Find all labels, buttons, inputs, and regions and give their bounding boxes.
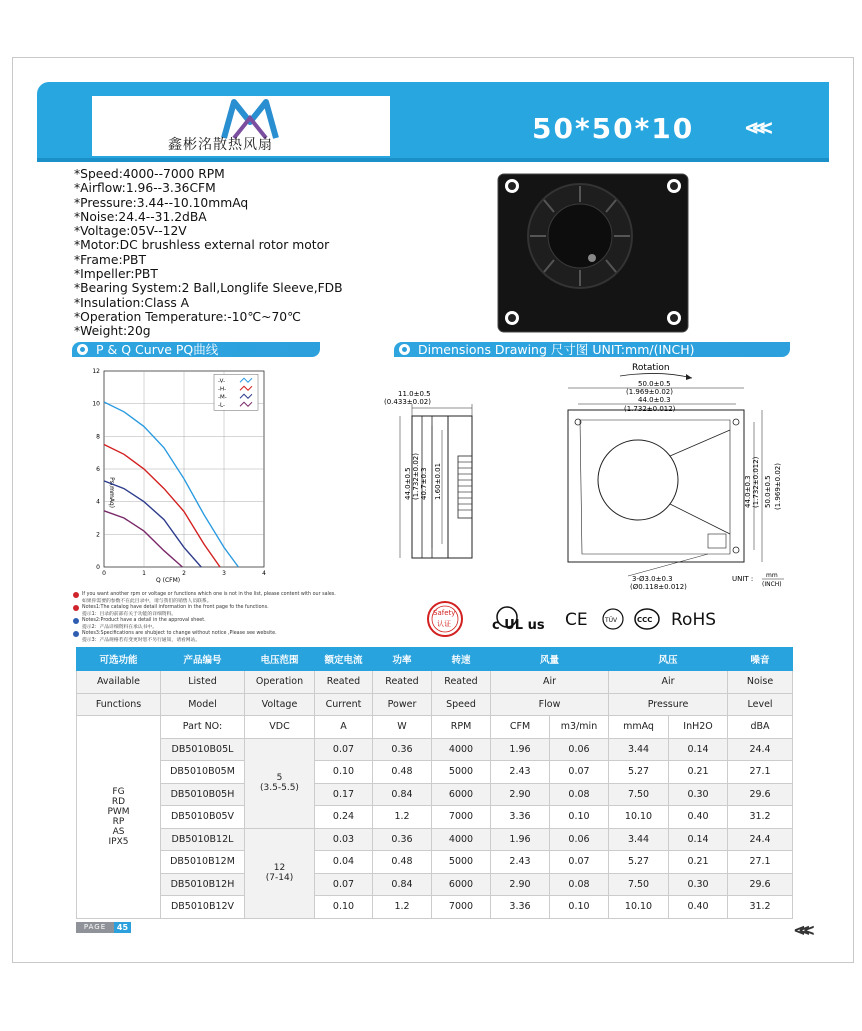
value-cell: 6000 (432, 873, 491, 896)
y-tick-label: 8 (96, 433, 100, 441)
unit-cell: A (315, 716, 373, 739)
value-cell: 0.07 (550, 761, 609, 784)
value-cell: 0.30 (669, 873, 728, 896)
header-cell: Voltage (245, 693, 315, 716)
value-cell: 0.84 (373, 873, 432, 896)
safety-cn-label: 认证 (437, 620, 451, 628)
unit-cell: Part NO: (161, 716, 245, 739)
unit-cell: dBA (728, 716, 793, 739)
value-cell: 0.10 (315, 761, 373, 784)
unit-bottom-label: (INCH) (762, 581, 782, 588)
header-cell: Listed (161, 671, 245, 694)
legend-label: -L- (218, 402, 225, 409)
x-tick-label: 2 (182, 570, 186, 577)
spec-line: *Pressure:3.44--10.10mmAq (74, 195, 249, 210)
value-cell: 0.08 (550, 873, 609, 896)
function-item: FG (112, 786, 125, 797)
bullet-icon (73, 605, 79, 611)
page-label: PAGE (76, 922, 114, 933)
voltage-value: (7-14) (265, 873, 294, 883)
hole-in-label: (Ø0.118±0.012) (630, 583, 687, 591)
value-cell: 0.24 (315, 806, 373, 829)
note-item: 提示2：产品详细资料在承认书中。 (82, 624, 158, 630)
hole-label: 3-Ø3.0±0.3 (632, 575, 673, 583)
page-tag (76, 922, 130, 933)
value-cell: 1.2 (373, 806, 432, 829)
rohs-cert-icon: RoHS (671, 610, 717, 630)
value-cell: 0.40 (669, 806, 728, 829)
value-cell: 24.4 (728, 738, 793, 761)
header-cell: Reated (315, 671, 373, 694)
x-tick-label: 3 (222, 570, 226, 577)
note-item: Notes1:The catalog have detail information in the front page fo the functions. (73, 605, 373, 612)
value-cell: 29.6 (728, 783, 793, 806)
value-cell: 0.06 (550, 828, 609, 851)
unit-cell: VDC (245, 716, 315, 739)
ce-cert-icon: CE (565, 610, 588, 630)
fan-photo (496, 172, 692, 336)
model-cell: DB5010B05V (161, 806, 245, 829)
spec-line: *Operation Temperature:-10℃~70℃ (74, 309, 301, 324)
model-cell: DB5010B12H (161, 873, 245, 896)
value-cell: 0.14 (669, 738, 728, 761)
chevron-decor-icon: <<< (745, 116, 767, 141)
function-item: AS (112, 826, 125, 837)
value-cell: 5000 (432, 851, 491, 874)
table-row (77, 761, 793, 784)
voltage-value: (3.5-5.5) (260, 783, 299, 793)
value-cell: 29.6 (728, 873, 793, 896)
value-cell: 27.1 (728, 851, 793, 874)
front-w1-label: 50.0±0.5 (638, 380, 671, 388)
model-cell: DB5010B05M (161, 761, 245, 784)
spec-line: *Voltage:05V--12V (74, 224, 187, 239)
front-w1-in-label: (1.969±0.02) (626, 388, 673, 396)
value-cell: 5000 (432, 761, 491, 784)
voltage-cell (245, 738, 315, 828)
value-cell: 0.14 (669, 828, 728, 851)
value-cell: 2.43 (491, 761, 550, 784)
value-cell: 0.48 (373, 851, 432, 874)
pq-section-bar (72, 342, 320, 357)
value-cell: 7000 (432, 806, 491, 829)
table-header-row (77, 648, 793, 671)
pq-curve-chart (84, 363, 284, 588)
header-cell: 风压 (609, 648, 728, 671)
value-cell: 0.03 (315, 828, 373, 851)
voltage-value: 12 (273, 863, 286, 873)
header-cell: Noise (728, 671, 793, 694)
spec-line: *Frame:PBT (74, 252, 146, 267)
spec-line: *Speed:4000--7000 RPM (74, 167, 225, 181)
table-row (77, 828, 793, 851)
value-cell: 4000 (432, 738, 491, 761)
y-tick-label: 6 (96, 466, 100, 473)
spec-line: *Noise:24.4--31.2dBA (74, 209, 207, 224)
table-row (77, 783, 793, 806)
spec-line: *Insulation:Class A (74, 295, 190, 310)
ul-cert-icon (492, 607, 545, 633)
model-cell: DB5010B05H (161, 783, 245, 806)
header-cell: Air (491, 671, 609, 694)
x-axis-label: Q (CFM) (156, 577, 181, 584)
unit-cell: InH2O (669, 716, 728, 739)
model-cell: DB5010B05L (161, 738, 245, 761)
header-cell: 电压范围 (245, 648, 315, 671)
value-cell: 0.36 (373, 828, 432, 851)
note-item: 提示1：目录的前部有关于功能的详细资料。 (82, 611, 177, 617)
spec-table (76, 647, 793, 919)
value-cell: 7000 (432, 896, 491, 919)
x-tick-label: 4 (262, 570, 266, 577)
radiation-icon (77, 344, 88, 355)
function-item: RP (112, 816, 125, 827)
table-row (77, 896, 793, 919)
spec-line: *Weight:20g (74, 324, 151, 339)
value-cell: 7.50 (609, 783, 669, 806)
value-cell: 0.21 (669, 761, 728, 784)
bullet-icon (73, 592, 79, 598)
side-h4-label: 1.60±0.01 (434, 462, 442, 500)
function-item: RD (111, 796, 126, 807)
value-cell: 3.36 (491, 806, 550, 829)
bullet-icon (73, 618, 79, 624)
header-cell: Power (373, 693, 432, 716)
header-cell: Level (728, 693, 793, 716)
unit-cell: m3/min (550, 716, 609, 739)
header-cell: Reated (373, 671, 432, 694)
model-cell: DB5010B12L (161, 828, 245, 851)
value-cell: 24.4 (728, 828, 793, 851)
spec-line: *Impeller:PBT (74, 267, 158, 282)
value-cell: 3.44 (609, 828, 669, 851)
table-row (77, 851, 793, 874)
function-item: IPX5 (108, 836, 129, 847)
value-cell: 27.1 (728, 761, 793, 784)
value-cell: 0.21 (669, 851, 728, 874)
dim-section-bar (394, 342, 790, 357)
y-tick-label: 2 (96, 531, 100, 539)
note-item: 提示3：产品规格若有变更时恕不另行通知，请看网站。 (82, 637, 201, 643)
rotation-label: Rotation (632, 363, 670, 373)
header-cell: 产品编号 (161, 648, 245, 671)
unit-cell: CFM (491, 716, 550, 739)
y-tick-label: 4 (96, 498, 100, 506)
front-w2-label: 44.0±0.3 (638, 396, 671, 404)
value-cell: 5.27 (609, 851, 669, 874)
side-h1-label: 44.0±0.5 (404, 467, 412, 500)
value-cell: 0.10 (550, 806, 609, 829)
value-cell: 1.96 (491, 828, 550, 851)
header-cell: Pressure (609, 693, 728, 716)
value-cell: 0.17 (315, 783, 373, 806)
side-h3-label: 40.7±0.3 (420, 467, 428, 500)
note-item: Notes2:Product have a detail in the approval sheet. (73, 618, 373, 625)
unit-cell: W (373, 716, 432, 739)
value-cell: 0.84 (373, 783, 432, 806)
front-h4-label: (1.969±0.02) (774, 463, 782, 510)
note-item: If you want another rpm or voltage or functions which one is not in the list, please content with our sales. (73, 592, 373, 599)
unit-label: UNIT : (732, 575, 754, 583)
front-view (568, 410, 744, 562)
header-cell: Functions (77, 693, 161, 716)
unit-top-label: mm (766, 572, 778, 579)
unit-cell: RPM (432, 716, 491, 739)
front-h1-label: 44.0±0.3 (744, 475, 752, 508)
model-size-title: 50*50*10 (532, 112, 695, 145)
side-width-label: 11.0±0.5 (398, 390, 431, 398)
header-cell: Air (609, 671, 728, 694)
y-tick-label: 0 (96, 564, 100, 571)
header-cell: Available (77, 671, 161, 694)
unit-cell: mmAq (609, 716, 669, 739)
x-tick-label: 1 (142, 570, 146, 577)
company-name: 鑫彬洺散热风扇 (168, 137, 273, 153)
header-cell: Reated (432, 671, 491, 694)
value-cell: 0.07 (315, 738, 373, 761)
spec-list (74, 167, 494, 339)
safety-label: Safety (433, 609, 456, 617)
front-w2-in-label: (1.732±0.012) (624, 405, 676, 413)
spec-line: *Airflow:1.96--3.36CFM (74, 181, 216, 196)
pq-section-title: P & Q Curve PQ曲线 (96, 342, 219, 357)
notes-block (73, 592, 373, 644)
voltage-value: 5 (276, 773, 283, 783)
value-cell: 0.08 (550, 783, 609, 806)
value-cell: 3.44 (609, 738, 669, 761)
tuv-label: TÜV (605, 617, 618, 624)
y-tick-label: 10 (92, 400, 100, 408)
value-cell: 7.50 (609, 873, 669, 896)
header-cell: 风量 (491, 648, 609, 671)
front-h3-label: 50.0±0.5 (764, 475, 772, 508)
units-row (77, 716, 793, 739)
value-cell: 10.10 (609, 896, 669, 919)
voltage-cell (245, 828, 315, 918)
y-tick-label: 12 (92, 368, 100, 375)
value-cell: 0.07 (315, 873, 373, 896)
value-cell: 5.27 (609, 761, 669, 784)
header-cell: 转速 (432, 648, 491, 671)
functions-cell (77, 716, 161, 919)
value-cell: 0.04 (315, 851, 373, 874)
value-cell: 4000 (432, 828, 491, 851)
spec-line: *Bearing System:2 Ball,Longlife Sleeve,FDB (74, 281, 343, 296)
table-row (77, 873, 793, 896)
side-h2-label: (1.732±0.02) (412, 453, 420, 500)
value-cell: 6000 (432, 783, 491, 806)
value-cell: 0.10 (550, 896, 609, 919)
value-cell: 0.30 (669, 783, 728, 806)
value-cell: 0.36 (373, 738, 432, 761)
header-cell: 可选功能 (77, 648, 161, 671)
header-cell: 额定电流 (315, 648, 373, 671)
note-item: Notes3:Specifications are shubject to change without notice ,Please see website. (73, 631, 373, 638)
header-cell: 功率 (373, 648, 432, 671)
dim-section-title: Dimensions Drawing 尺寸图 UNIT:mm/(INCH) (418, 342, 695, 357)
value-cell: 2.90 (491, 783, 550, 806)
model-cell: DB5010B12M (161, 851, 245, 874)
legend-label: -M- (218, 394, 227, 401)
header-cell: Operation (245, 671, 315, 694)
function-item: PWM (107, 806, 130, 817)
bullet-icon (73, 631, 79, 637)
value-cell: 0.10 (315, 896, 373, 919)
table-header-row (77, 693, 793, 716)
value-cell: 3.36 (491, 896, 550, 919)
value-cell: 0.07 (550, 851, 609, 874)
header-cell: Flow (491, 693, 609, 716)
certification-logos (425, 600, 770, 638)
value-cell: 10.10 (609, 806, 669, 829)
dimension-drawing (370, 358, 800, 593)
front-h2-label: (1.732±0.012) (752, 456, 760, 508)
x-tick-label: 0 (102, 570, 106, 577)
header-cell: 噪音 (728, 648, 793, 671)
legend-label: -H- (218, 386, 227, 393)
legend-label: -V- (218, 378, 226, 385)
value-cell: 31.2 (728, 806, 793, 829)
ul-label: c UL us (492, 618, 545, 633)
value-cell: 0.06 (550, 738, 609, 761)
header-stripe (37, 158, 829, 162)
radiation-icon (399, 344, 410, 355)
value-cell: 2.90 (491, 873, 550, 896)
value-cell: 2.43 (491, 851, 550, 874)
value-cell: 0.48 (373, 761, 432, 784)
table-row (77, 806, 793, 829)
table-row (77, 738, 793, 761)
tuv-cert-icon (603, 609, 623, 629)
value-cell: 1.96 (491, 738, 550, 761)
chevron-decor-icon: <<< (794, 920, 809, 941)
value-cell: 31.2 (728, 896, 793, 919)
table-header-row (77, 671, 793, 694)
page-number: 45 (114, 922, 131, 933)
value-cell: 1.2 (373, 896, 432, 919)
y-axis-label: Ps(mmAq) (108, 477, 115, 508)
model-cell: DB5010B12V (161, 896, 245, 919)
side-width-in-label: (0.433±0.02) (384, 398, 431, 406)
note-item: 如果你需要的参数不在此目录中，请与我们的销售人员联系。 (82, 598, 212, 604)
safety-cert-icon (428, 602, 462, 636)
value-cell: 0.40 (669, 896, 728, 919)
ccc-cert-icon (635, 609, 659, 629)
spec-line: *Motor:DC brushless external rotor motor (74, 238, 330, 253)
header-cell: Speed (432, 693, 491, 716)
header-cell: Model (161, 693, 245, 716)
ccc-label: CCC (637, 616, 653, 624)
header-cell: Current (315, 693, 373, 716)
